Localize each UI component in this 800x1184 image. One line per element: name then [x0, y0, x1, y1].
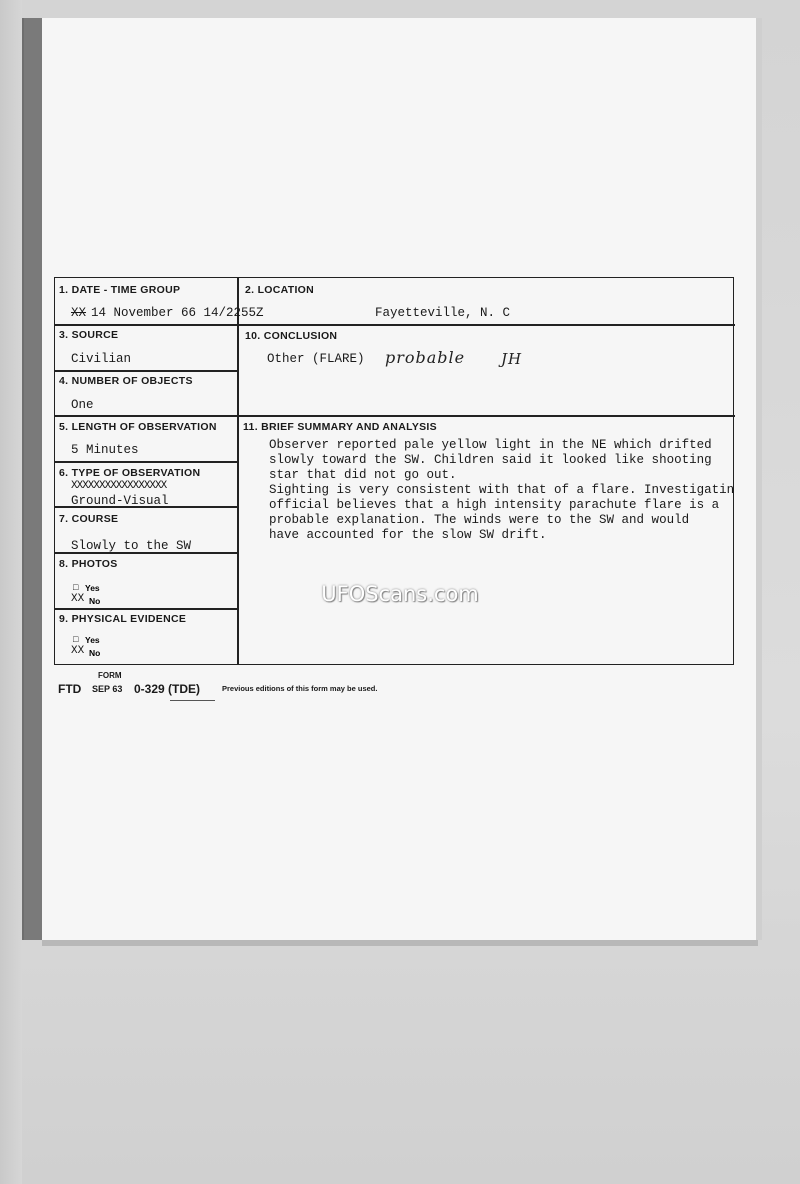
- source-value: Civilian: [71, 352, 132, 366]
- type-of-observation-value: Ground-Visual: [71, 494, 169, 508]
- project-card-form: [54, 277, 734, 665]
- summary-line: have accounted for the slow SW drift.: [269, 528, 547, 542]
- footer-rule: [170, 700, 215, 701]
- form-date: SEP 63: [92, 684, 123, 694]
- row-divider: [55, 324, 735, 326]
- date-time-group-value: 14 November 66 14/2255Z: [91, 306, 264, 320]
- summary-label: 11. BRIEF SUMMARY AND ANALYSIS: [243, 421, 437, 433]
- number-of-objects-label: 4. NUMBER OF OBJECTS: [59, 375, 193, 387]
- row-divider: [55, 370, 237, 372]
- length-of-observation-label: 5. LENGTH OF OBSERVATION: [59, 421, 217, 433]
- conclusion-label: 10. CONCLUSION: [245, 330, 338, 342]
- row-divider: [55, 461, 237, 463]
- struck-out-text: XXXXXXXXXXXXXXXXX: [71, 480, 167, 492]
- number-of-objects-value: One: [71, 398, 94, 412]
- physical-evidence-label: 9. PHYSICAL EVIDENCE: [59, 613, 187, 625]
- photos-yes-option: Yes: [85, 583, 100, 593]
- summary-line: slowly toward the SW. Children said it looked like shooting: [269, 453, 712, 467]
- summary-line: star that did not go out.: [269, 468, 457, 482]
- course-value: Slowly to the SW: [71, 539, 192, 553]
- physical-evidence-no-mark: XX: [71, 645, 85, 657]
- handwritten-initials: JH: [501, 350, 523, 368]
- length-of-observation-value: 5 Minutes: [71, 443, 139, 457]
- form-id-prefix: FTD: [58, 682, 82, 696]
- physical-evidence-no-option: No: [89, 648, 101, 658]
- location-label: 2. LOCATION: [245, 284, 315, 296]
- checkbox-icon: □: [73, 634, 79, 644]
- previous-editions-note: Previous editions of this form may be used.: [222, 684, 378, 693]
- summary-line: Observer reported pale yellow light in the NE which drifted: [269, 438, 712, 452]
- type-of-observation-label: 6. TYPE OF OBSERVATION: [59, 467, 201, 479]
- summary-line: official believes that a high intensity parachute flare is a: [269, 498, 720, 512]
- column-divider: [237, 278, 239, 665]
- photos-no-option: No: [89, 596, 101, 606]
- row-divider: [55, 415, 735, 417]
- struck-out-text: XX: [71, 306, 87, 320]
- row-divider: [55, 608, 237, 610]
- form-number: 0-329 (TDE): [134, 682, 201, 696]
- summary-line: Sighting is very consistent with that of a flare. Investigatin: [269, 483, 735, 497]
- course-label: 7. COURSE: [59, 513, 119, 525]
- conclusion-value: Other (FLARE): [267, 352, 365, 366]
- source-label: 3. SOURCE: [59, 329, 119, 341]
- checkbox-icon: □: [73, 582, 79, 592]
- date-time-group-label: 1. DATE - TIME GROUP: [59, 284, 181, 296]
- form-label: FORM: [98, 671, 122, 680]
- photos-no-mark: XX: [71, 593, 85, 605]
- summary-line: probable explanation. The winds were to the SW and would: [269, 513, 690, 527]
- photos-label: 8. PHOTOS: [59, 558, 118, 570]
- handwritten-probable: probable: [385, 348, 466, 367]
- watermark: UFOScans.com: [321, 582, 479, 606]
- physical-evidence-yes-option: Yes: [85, 635, 100, 645]
- paper-shadow-edge: [22, 18, 44, 940]
- summary-text: [269, 438, 769, 543]
- location-value: Fayetteville, N. C: [375, 306, 511, 320]
